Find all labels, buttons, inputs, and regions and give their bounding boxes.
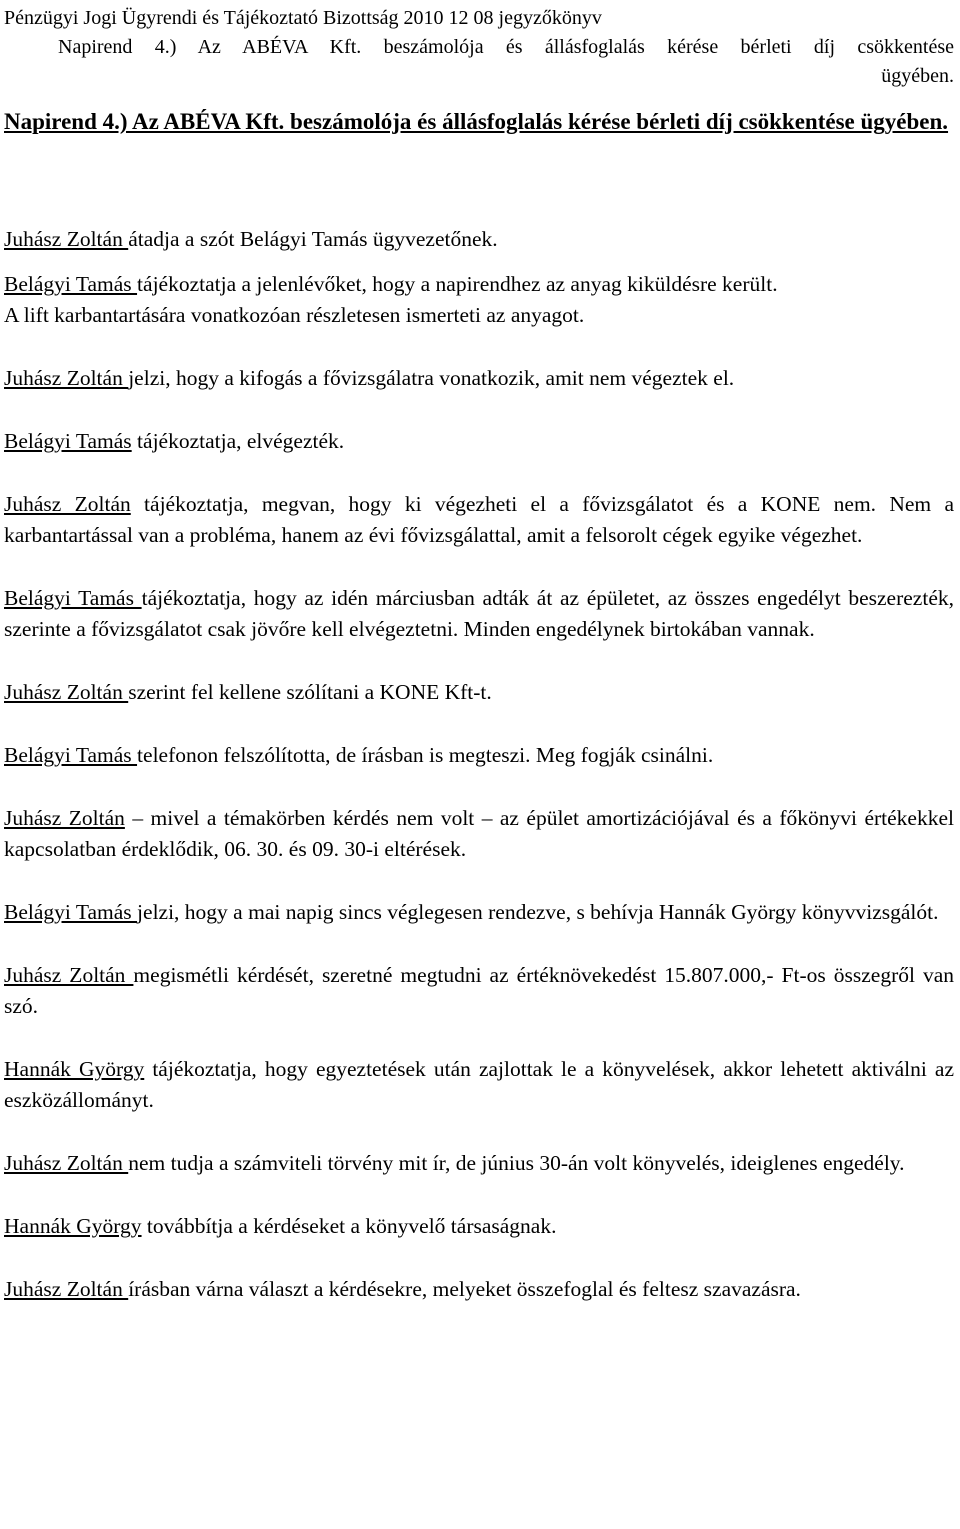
speaker-name: Juhász Zoltán [4, 1151, 129, 1175]
agenda-heading: Napirend 4.) Az ABÉVA Kft. beszámolója és állásfoglalás kérése bérleti díj csökkentése ügyében. [4, 109, 949, 134]
header-subtitle: Napirend 4.) Az ABÉVA Kft. beszámolója és állásfoglalás kérése bérleti díj csökkentése [58, 36, 954, 58]
page-header [4, 4, 954, 91]
speaker-name: Juhász Zoltán [4, 806, 125, 830]
paragraph [4, 960, 954, 1022]
paragraph [4, 269, 954, 300]
paragraph-text: tájékoztatja, elvégezték. [131, 429, 345, 453]
speaker-name: Belágyi Tamás [4, 586, 142, 610]
paragraph [4, 583, 954, 645]
paragraph-text: továbbítja a kérdéseket a könyvelő társaságnak. [141, 1214, 557, 1238]
speaker-name: Juhász Zoltán [4, 366, 129, 390]
speaker-name: Belágyi Tamás [4, 429, 132, 453]
paragraph-text: átadja a szót Belágyi Tamás ügyvezetőnek. [128, 227, 498, 251]
paragraph [4, 1148, 954, 1179]
speaker-name: Juhász Zoltán [4, 492, 131, 516]
minutes-body [4, 224, 954, 1305]
paragraph-text: megismétli kérdését, szeretné megtudni az értéknövekedést 15.807.000,- Ft-os összegről van szó. [4, 963, 954, 1018]
paragraph-text: tájékoztatja, hogy egyeztetések után zajlottak le a könyvelések, akkor lehetett aktiválni az eszközállományt. [4, 1057, 954, 1112]
speaker-name: Juhász Zoltán [4, 963, 134, 987]
paragraph [4, 363, 954, 394]
paragraph [4, 224, 954, 255]
paragraph [4, 489, 954, 551]
paragraph [4, 803, 954, 865]
paragraph [4, 426, 954, 457]
header-subtitle-end: ügyében. [881, 65, 954, 87]
paragraph-text: – mivel a témakörben kérdés nem volt – az épület amortizációjával és a főkönyvi értékekkel kapcsolatban érdeklődik, 06. 30. és 09. 30-i eltérések. [4, 806, 954, 861]
speaker-name: Juhász Zoltán [4, 680, 129, 704]
paragraph-text: írásban várna választ a kérdésekre, melyeket összefoglal és feltesz szavazásra. [128, 1277, 801, 1301]
speaker-name: Juhász Zoltán [4, 227, 129, 251]
paragraph-text: tájékoztatja, megvan, hogy ki végezheti el a fővizsgálatot és a KONE nem. Nem a karbantartással van a probléma, hanem az évi fővizsgálattal, amit a felsorolt cégek egyike végezhet. [4, 492, 954, 547]
speaker-name: Hannák György [4, 1214, 142, 1238]
header-title: Pénzügyi Jogi Ügyrendi és Tájékoztató Bizottság 2010 12 08 jegyzőkönyv [4, 7, 602, 29]
speaker-name: Belágyi Tamás [4, 272, 138, 296]
speaker-name: Belágyi Tamás [4, 900, 138, 924]
speaker-name: Hannák György [4, 1057, 145, 1081]
paragraph-text: jelzi, hogy a mai napig sincs véglegesen rendezve, s behívja Hannák György könyvvizsgálót. [137, 900, 939, 924]
paragraph-text: tájékoztatja, hogy az idén márciusban adták át az épületet, az összes engedélyt beszerezték, szerinte a fővizsgálatot csak jövőre kell elvégeztetni. Minden engedélynek birtokában vannak. [4, 586, 954, 641]
paragraph-text: szerint fel kellene szólítani a KONE Kft-t. [128, 680, 492, 704]
paragraph-text: nem tudja a számviteli törvény mit ír, de június 30-án volt könyvelés, ideiglenes engedély. [128, 1151, 905, 1175]
paragraph [4, 1054, 954, 1116]
paragraph [4, 740, 954, 771]
paragraph-text: A lift karbantartására vonatkozóan részletesen ismerteti az anyagot. [4, 303, 585, 327]
speaker-name: Belágyi Tamás [4, 743, 138, 767]
paragraph [4, 300, 954, 331]
paragraph-text: telefonon felszólította, de írásban is megteszi. Meg fogják csinálni. [137, 743, 714, 767]
paragraph-text: tájékoztatja a jelenlévőket, hogy a napirendhez az anyag kiküldésre került. [137, 272, 778, 296]
paragraph-text: jelzi, hogy a kifogás a fővizsgálatra vonatkozik, amit nem végeztek el. [128, 366, 735, 390]
paragraph [4, 1211, 954, 1242]
paragraph [4, 897, 954, 928]
paragraph [4, 677, 954, 708]
paragraph [4, 1274, 954, 1305]
speaker-name: Juhász Zoltán [4, 1277, 129, 1301]
